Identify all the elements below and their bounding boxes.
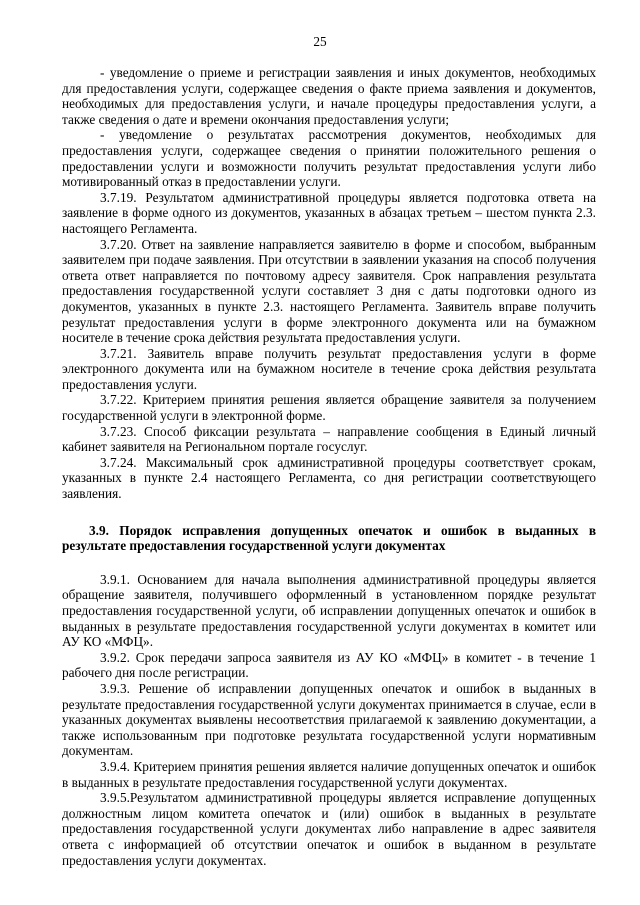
paragraph-notice-receipt: - уведомление о приеме и регистрации заявления и иных документов, необходимых для предоставления услуги, содержащее сведения о факте приема заявления и документов, необходимых для предоставления услуги, и начале процедуры предоставления услуги, а также сведения о дате и времени окончания предоставления услуги; (62, 65, 596, 127)
paragraph-3-7-23: 3.7.23. Способ фиксации результата – направление сообщения в Единый личный кабинет заявителя на Региональном портале госуслуг. (62, 423, 596, 455)
paragraph-3-9-4: 3.9.4. Критерием принятия решения является наличие допущенных опечаток и ошибок в выданных в результате предоставления государственной услуги документах. (62, 758, 596, 790)
paragraph-3-7-21: 3.7.21. Заявитель вправе получить результат предоставления услуги в форме электронного документа или на бумажном носителе в течение срока действия результата предоставления услуги. (62, 345, 596, 392)
paragraph-3-9-1: 3.9.1. Основанием для начала выполнения административной процедуры является обращение заявителя, получившего оформленный в установленном порядке результат предоставления государственной услуги, об исправлении допущенных опечаток и ошибок в выданных в результате предоставления государственной услуги документах в комитет или АУ КО «МФЦ». (62, 571, 596, 650)
page-number: 25 (313, 34, 327, 49)
paragraph-notice-review: - уведомление о результатах рассмотрения документов, необходимых для предоставления услуги, содержащее сведения о принятии положительного решения о предоставлении услуги и возможности получить результат предоставления услуги либо мотивированный отказ в предоставлении услуги. (62, 127, 596, 190)
paragraph-3-7-24: 3.7.24. Максимальный срок административной процедуры соответствует срокам, указанных в пункте 2.4 настоящего Регламента, со дня регистрации соответствующего заявления. (62, 454, 596, 502)
paragraph-3-7-19: 3.7.19. Результатом административной процедуры является подготовка ответа на заявление в форме одного из документов, указанных в абзацах третьем – шестом пункта 2.3. настоящего Регламента. (62, 189, 596, 236)
paragraph-3-9-3: 3.9.3. Решение об исправлении допущенных опечаток и ошибок в выданных в результате предоставления государственной услуги документах принимается в случае, если в указанных документах выявлены несоответствия прилагаемой к заявлению документации, а также использованным при подготовке результата государственной услуги нормативным документам. (62, 680, 596, 759)
paragraph-3-7-22: 3.7.22. Критерием принятия решения является обращение заявителя за получением государственной услуги в электронной форме. (62, 392, 596, 424)
paragraph-3-9-2: 3.9.2. Срок передачи запроса заявителя из АУ КО «МФЦ» в комитет - в течение 1 рабочего дня после регистрации. (62, 649, 596, 681)
paragraph-3-9-5: 3.9.5.Результатом административной процедуры является исправление допущенных должностным лицом комитета опечаток и (или) ошибок в выданных в результате предоставления государственной услуги документах либо направление в адрес заявителя ответа с информацией об отсутствии опечаток и ошибок в выданном в результате предоставления услуги документах. (62, 790, 596, 868)
section-heading-3-9: 3.9. Порядок исправления допущенных опечаток и ошибок в выданных в результате предоставления государственной услуги документах (62, 522, 596, 554)
document-body (62, 65, 596, 868)
paragraph-3-7-20: 3.7.20. Ответ на заявление направляется заявителю в форме и способом, выбранным заявителем при подаче заявления. При отсутствии в заявлении указания на способ получения ответа ответ направляется по почтовому адресу заявителя. Срок направления результата предоставления государственной услуги составляет 3 дня с даты подготовки одного из документов, указанных в пункте 2.3. настоящего Регламента. Заявитель вправе получить результат предоставления услуги в форме электронного документа или на бумажном носителе в течение срока действия результата предоставления услуги. (62, 236, 596, 346)
